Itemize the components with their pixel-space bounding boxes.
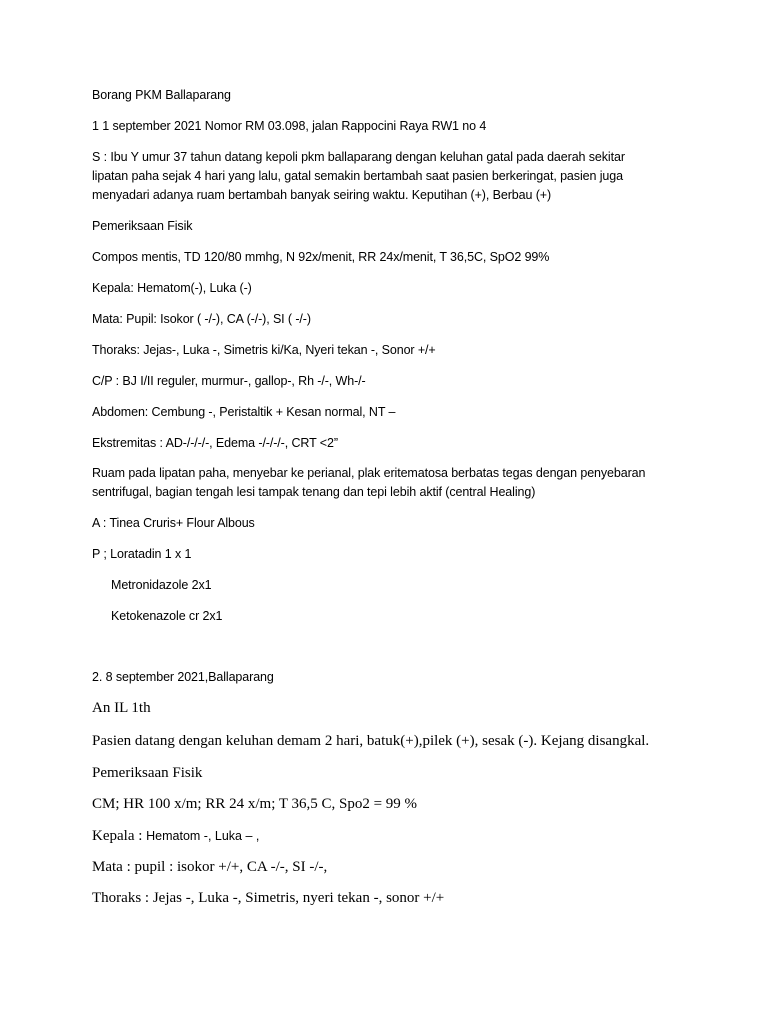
ruam-line-1: Ruam pada lipatan paha, menyebar ke perianal, plak eritematosa berbatas tegas dengan penyebaran — [92, 466, 646, 480]
subjective-line-2: lipatan paha sejak 4 hari yang lalu, gatal semakin bertambah saat pasien berkeringat, pasien juga — [92, 169, 623, 183]
record1-date-line: 1 1 september 2021 Nomor RM 03.098, jalan Rappocini Raya RW1 no 4 — [92, 119, 487, 133]
record2-complaint: Pasien datang dengan keluhan demam 2 hari, batuk(+),pilek (+), sesak (-). Kejang disangkal. — [92, 733, 650, 749]
cp-line: C/P : BJ I/II reguler, murmur-, gallop-, Rh -/-, Wh-/- — [92, 374, 366, 388]
vitals-line: Compos mentis, TD 120/80 mmhg, N 92x/menit, RR 24x/menit, T 36,5C, SpO2 99% — [92, 250, 550, 264]
record2-kepala-label: Kepala : — [92, 828, 147, 844]
record2-kepala-line — [92, 828, 259, 845]
record2-vitals: CM; HR 100 x/m; RR 24 x/m; T 36,5 C, Spo2 = 99 % — [92, 796, 418, 812]
record2-date-line: 2. 8 september 2021,Ballaparang — [92, 670, 274, 684]
assessment-line: A : Tinea Cruris+ Flour Albous — [92, 516, 255, 530]
plan-line: P ; Loratadin 1 x 1 — [92, 547, 192, 561]
ruam-line-2: sentrifugal, bagian tengah lesi tampak tenang dan tepi lebih aktif (central Healing) — [92, 485, 536, 499]
subjective-line-1: S : Ibu Y umur 37 tahun datang kepoli pkm ballaparang dengan keluhan gatal pada daerah sekitar — [92, 150, 625, 164]
record2-exam-title: Pemeriksaan Fisik — [92, 765, 203, 781]
mata-line: Mata: Pupil: Isokor ( -/-), CA (-/-), SI ( -/-) — [92, 312, 311, 326]
exam-title: Pemeriksaan Fisik — [92, 219, 193, 233]
record2-kepala-value: Hematom -, Luka – , — [146, 829, 260, 843]
record2-thoraks-line: Thoraks : Jejas -, Luka -, Simetris, nyeri tekan -, sonor +/+ — [92, 890, 445, 906]
kepala-line: Kepala: Hematom(-), Luka (-) — [92, 281, 252, 295]
abdomen-line: Abdomen: Cembung -, Peristaltik + Kesan normal, NT – — [92, 405, 396, 419]
plan-item-1: Metronidazole 2x1 — [111, 578, 212, 592]
subjective-line-3: menyadari adanya ruam bertambah banyak seiring waktu. Keputihan (+), Berbau (+) — [92, 188, 552, 202]
ekstremitas-line: Ekstremitas : AD-/-/-/-, Edema -/-/-/-, CRT <2” — [92, 436, 338, 450]
record2-mata-line: Mata : pupil : isokor +/+, CA -/-, SI -/-, — [92, 859, 328, 875]
document-header: Borang PKM Ballaparang — [92, 88, 231, 102]
plan-item-2: Ketokenazole cr 2x1 — [111, 609, 223, 623]
record2-patient: An IL 1th — [92, 700, 151, 716]
thoraks-line: Thoraks: Jejas-, Luka -, Simetris ki/Ka, Nyeri tekan -, Sonor +/+ — [92, 343, 436, 357]
